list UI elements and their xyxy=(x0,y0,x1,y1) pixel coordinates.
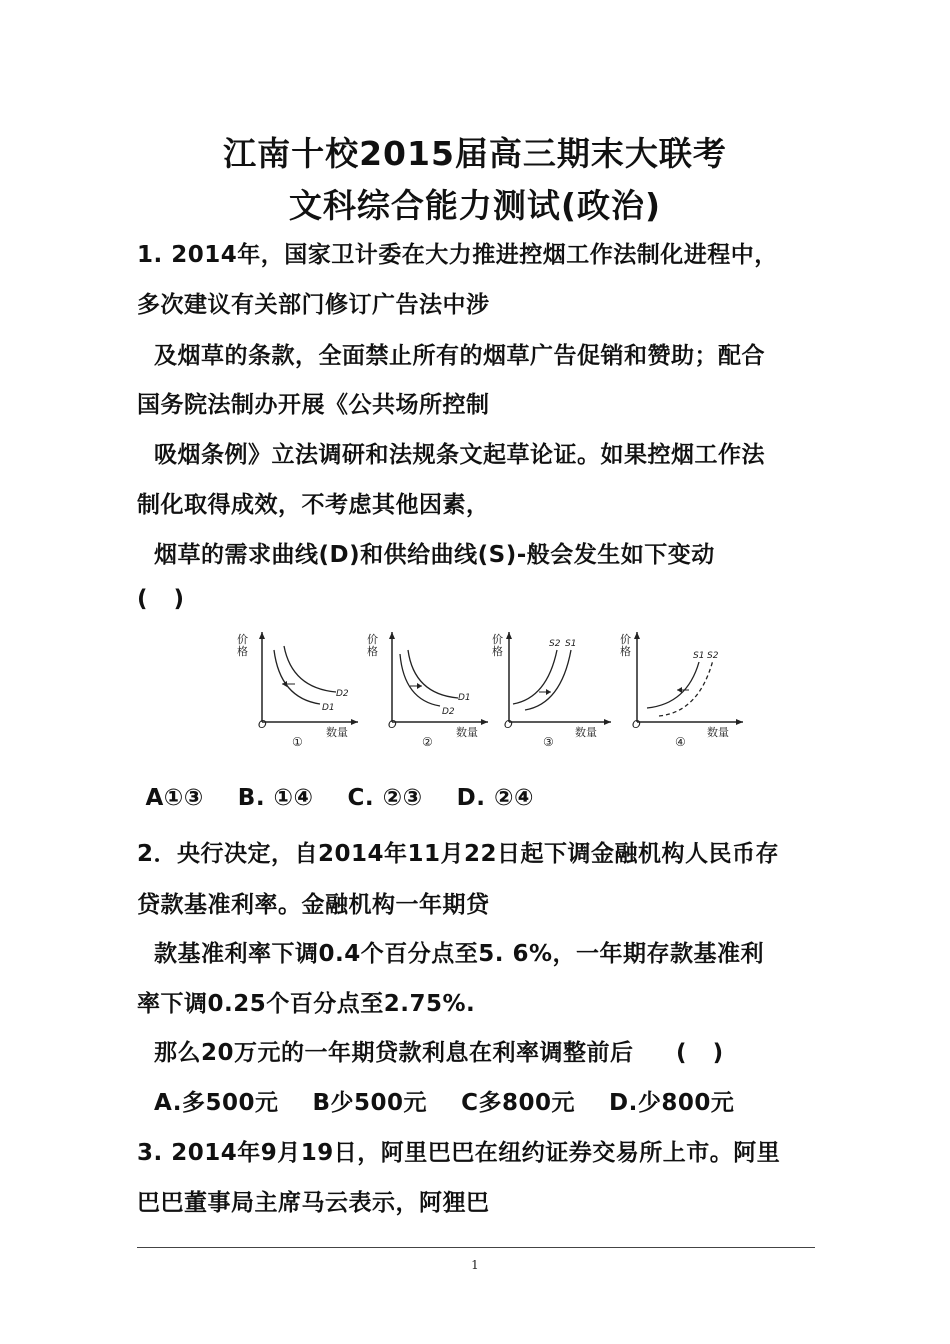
text-line: 贷款基准利率。金融机构一年期贷 xyxy=(137,892,490,918)
text-line: 款基准利率下调0.4个百分点至5. 6%，一年期存款基准利 xyxy=(137,941,765,967)
choice-options: A.多500元 B少500元 C多800元 D.少800元 xyxy=(137,1090,735,1116)
figure-3 xyxy=(495,620,615,750)
document-title-line1: 江南十校2015届高三期末大联考 xyxy=(223,134,727,173)
curve-label: D2 xyxy=(442,707,455,717)
text-line: 1. 2014年，国家卫计委在大力推进控烟工作法制化进程中， xyxy=(137,242,778,268)
axis-x-label: 数量 xyxy=(707,726,729,739)
choice-options: A①③ B. ①④ C. ②③ D. ②④ xyxy=(137,785,534,811)
text-line: 2．央行决定，自2014年11月22日起下调金融机构人民币存 xyxy=(137,841,780,867)
axis-x-label: 数量 xyxy=(575,726,597,739)
axis-y-label: 价格 xyxy=(237,633,248,658)
svg-text:O: O xyxy=(504,718,513,731)
figure-4 xyxy=(623,620,743,750)
text-line: 3. 2014年9月19日，阿里巴巴在纽约证券交易所上市。阿里 xyxy=(137,1140,781,1166)
footer-divider xyxy=(137,1247,815,1248)
axis-x-label: 数量 xyxy=(326,726,348,739)
curve-label: S2 xyxy=(707,651,719,661)
supply-demand-figures xyxy=(155,620,815,750)
svg-text:O: O xyxy=(258,718,267,731)
page-number: 1 xyxy=(471,1258,479,1272)
document-title-line2: 文科综合能力测试(政治) xyxy=(288,186,662,225)
fig-num: ② xyxy=(422,735,433,749)
text-line: 制化取得成效，不考虑其他因素， xyxy=(137,492,490,518)
curve-label: S2 xyxy=(549,639,561,649)
curve-label: D2 xyxy=(336,689,349,699)
text-line: 国务院法制办开展《公共场所控制 xyxy=(137,392,490,418)
text-line: 那么20万元的一年期贷款利息在利率调整前后 ( ) xyxy=(137,1040,724,1066)
fig-num: ① xyxy=(292,735,303,749)
figure-1 xyxy=(240,620,360,750)
svg-text:O: O xyxy=(388,718,397,731)
text-line: 及烟草的条款，全面禁止所有的烟草广告促销和赞助；配合 xyxy=(137,343,766,369)
curve-label: S1 xyxy=(565,639,577,649)
answer-blank: ( ) xyxy=(137,586,185,612)
fig-num: ③ xyxy=(543,735,554,749)
axis-y-label: 价格 xyxy=(492,633,503,658)
curve-label: D1 xyxy=(322,703,335,713)
text-line: 吸烟条例》立法调研和法规条文起草论证。如果控烟工作法 xyxy=(137,442,766,468)
figure-2 xyxy=(370,620,490,750)
curve-label: D1 xyxy=(458,693,471,703)
text-line: 烟草的需求曲线(D)和供给曲线(S)-般会发生如下变动 xyxy=(137,542,715,568)
fig-num: ④ xyxy=(675,735,686,749)
axis-y-label: 价格 xyxy=(620,633,631,658)
text-line: 多次建议有关部门修订广告法中涉 xyxy=(137,292,490,318)
axis-x-label: 数量 xyxy=(456,726,478,739)
text-line: 率下调0.25个百分点至2.75%. xyxy=(137,991,476,1017)
text-line: 巴巴董事局主席马云表示，阿狸巴 xyxy=(137,1190,490,1216)
axis-y-label: 价格 xyxy=(367,633,378,658)
svg-text:O: O xyxy=(632,718,641,731)
curve-label: S1 xyxy=(693,651,705,661)
